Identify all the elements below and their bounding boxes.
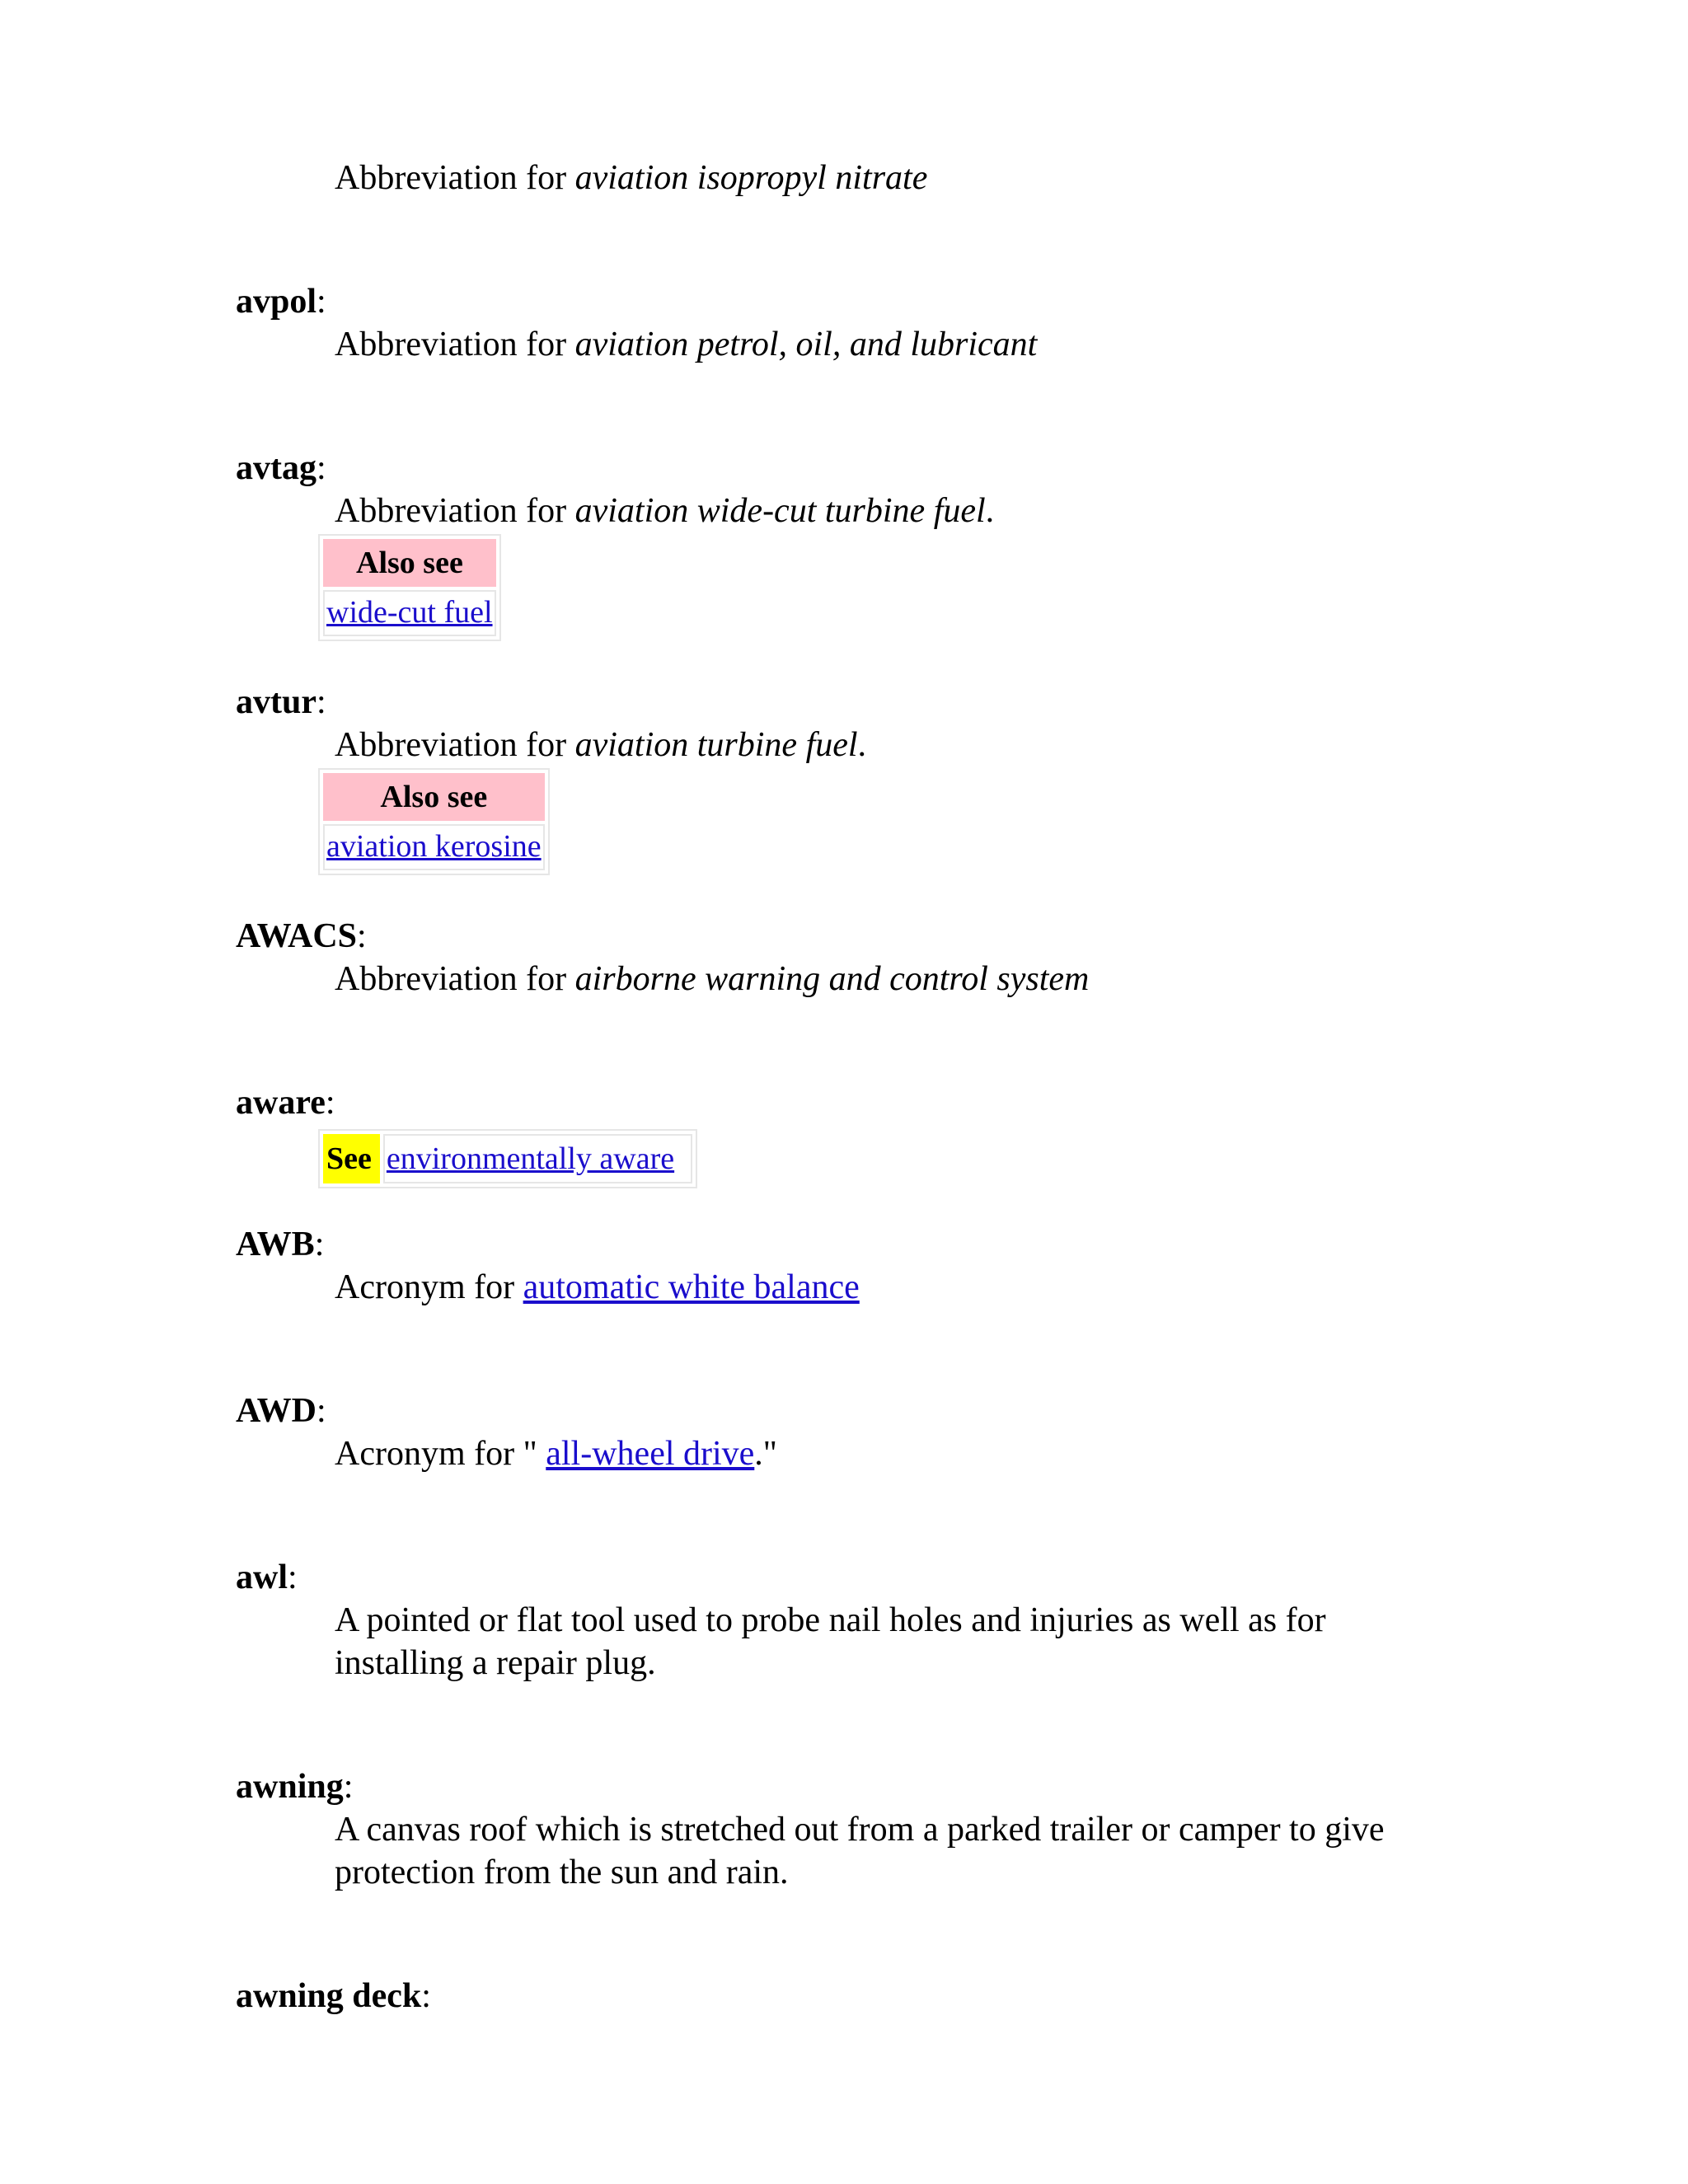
entry-term: avtur (236, 683, 316, 721)
definition-text: Abbreviation for (335, 960, 575, 998)
definition-text: Abbreviation for (335, 326, 575, 363)
definition-italic: aviation wide-cut turbine fuel (574, 492, 986, 530)
glossary-entry-avpol (236, 280, 1472, 366)
glossary-entry-avtag (236, 447, 1472, 641)
entry-term: AWD (236, 1392, 317, 1430)
definition-link-all-wheel-drive[interactable]: all-wheel drive (546, 1435, 755, 1473)
entry-definition (335, 1432, 1431, 1475)
definition-text: Acronym for " (335, 1435, 546, 1473)
entry-term: awning (236, 1768, 344, 1806)
entry-definition: A canvas roof which is stretched out from a parked trailer or camper to give protection from the sun and rain. (335, 1811, 1385, 1891)
glossary-entry-awning (236, 1765, 1472, 1894)
entry-term-line (236, 447, 1472, 490)
term-colon: : (325, 1084, 335, 1122)
glossary-entry-awacs (236, 915, 1472, 1001)
entry-term-line (236, 915, 1472, 958)
see-table (318, 1129, 697, 1188)
entry-term: awning deck (236, 1977, 422, 2015)
definition-text: Abbreviation for (335, 159, 575, 197)
see-label: See (323, 1134, 380, 1183)
definition-suffix: . (857, 726, 867, 764)
also-see-header: Also see (323, 539, 496, 587)
also-see-cell (323, 590, 496, 636)
entry-term-line (236, 1975, 1472, 2018)
term-colon: : (343, 1768, 354, 1806)
term-colon: : (357, 917, 367, 955)
entry-term: AWB (236, 1226, 315, 1263)
entry-definition (335, 157, 1431, 199)
definition-italic: airborne warning and control system (574, 960, 1090, 998)
entry-term-line (236, 1223, 1472, 1266)
entry-term: avpol (236, 283, 317, 321)
definition-text: Acronym for (335, 1268, 523, 1306)
glossary-entry-awd (236, 1390, 1472, 1475)
entry-term-line (236, 681, 1472, 724)
also-see-table (318, 534, 501, 641)
also-see-link-wide-cut-fuel[interactable]: wide-cut fuel (326, 595, 493, 630)
glossary-entry-awb (236, 1223, 1472, 1309)
glossary-entry-aware (236, 1081, 1472, 1188)
entry-definition (335, 323, 1431, 366)
entry-term-line (236, 1765, 1472, 1808)
also-see-header: Also see (323, 773, 545, 821)
entry-term: awl (236, 1558, 288, 1596)
definition-text: Abbreviation for (335, 492, 575, 530)
entry-definition: A pointed or flat tool used to probe nail holes and injuries as well as for installing a repair plug. (335, 1601, 1326, 1682)
definition-italic: aviation petrol, oil, and lubricant (574, 326, 1038, 363)
glossary-entry-awl (236, 1556, 1472, 1685)
see-link-cell (383, 1134, 692, 1183)
entry-term: avtag (236, 449, 316, 487)
entry-term-line (236, 1390, 1472, 1432)
entry-term: AWACS (236, 917, 358, 955)
term-colon: : (421, 1977, 431, 2015)
term-colon: : (288, 1558, 298, 1596)
term-colon: : (316, 683, 326, 721)
entry-definition (335, 958, 1431, 1001)
definition-suffix: . (985, 492, 995, 530)
entry-definition (335, 490, 1431, 532)
entry-definition (335, 724, 1431, 766)
entry-definition (335, 1266, 1431, 1309)
also-see-cell (323, 824, 545, 870)
definition-italic: aviation isopropyl nitrate (574, 159, 928, 197)
entry-term-line (236, 1081, 1472, 1124)
entry-term: aware (236, 1084, 326, 1122)
term-colon: : (316, 449, 326, 487)
term-colon: : (314, 1226, 325, 1263)
entry-term-line (236, 280, 1472, 323)
definition-link-automatic-white-balance[interactable]: automatic white balance (523, 1268, 860, 1306)
glossary-entry-avtur (236, 681, 1472, 875)
definition-text: Abbreviation for (335, 726, 575, 764)
term-colon: : (316, 283, 326, 321)
term-colon: : (316, 1392, 326, 1430)
glossary-entry-awning-deck (236, 1975, 1472, 2018)
see-link-environmentally-aware[interactable]: environmentally aware (386, 1141, 675, 1176)
glossary-entry (236, 157, 1472, 199)
also-see-table (318, 768, 550, 875)
definition-italic: aviation turbine fuel (574, 726, 858, 764)
definition-suffix: ." (754, 1435, 777, 1473)
entry-term-line (236, 1556, 1472, 1599)
also-see-link-aviation-kerosine[interactable]: aviation kerosine (326, 829, 542, 864)
